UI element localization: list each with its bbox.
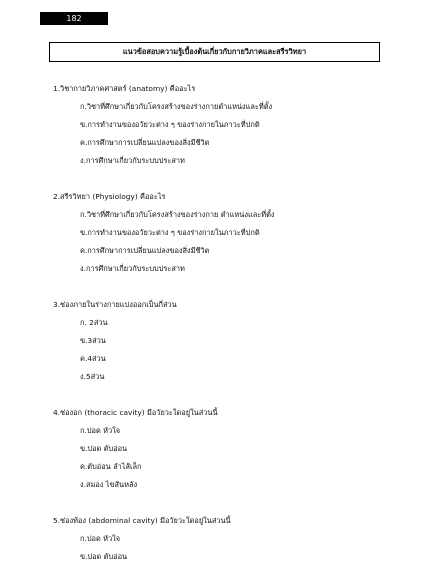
question-5-option-b: ข.ปอด ตับอ่อน — [80, 552, 128, 561]
question-1: 1.วิชากายวิภาคศาสตร์ (anatomy) คืออะไร — [53, 84, 196, 93]
question-3-option-c: ค.4ส่วน — [80, 354, 106, 363]
question-4: 4.ช่องอก (thoracic cavity) มีอวัยวะใดอยู่ในส่วนนี้ — [53, 408, 218, 417]
question-1-option-d: ง.การศึกษาเกี่ยวกับระบบประสาท — [80, 156, 185, 165]
document-title: แนวข้อสอบความรู้เบื้องต้นเกี่ยวกับกายวิภาคและสรีรวิทยา — [49, 42, 380, 62]
question-5: 5.ช่องท้อง (abdominal cavity) มีอวัยวะใดอยู่ในส่วนนี้ — [53, 516, 231, 525]
question-2-option-d: ง.การศึกษาเกี่ยวกับระบบประสาท — [80, 264, 185, 273]
question-4-option-b: ข.ปอด ตับอ่อน — [80, 444, 128, 453]
question-4-option-a: ก.ปอด หัวใจ — [80, 426, 121, 435]
question-1-option-b: ข.การทำงานของอวัยวะต่าง ๆ ของร่างกายในภาวะที่ปกติ — [80, 120, 260, 129]
question-3-option-a: ก. 2ส่วน — [80, 318, 108, 327]
question-3-option-d: ง.5ส่วน — [80, 372, 105, 381]
question-3-option-b: ข.3ส่วน — [80, 336, 106, 345]
question-5-option-a: ก.ปอด หัวใจ — [80, 534, 121, 543]
question-2-option-a: ก.วิชาที่ศึกษาเกี่ยวกับโครงสร้างของร่างกาย ตำแหน่งและที่ตั้ง — [80, 210, 275, 219]
question-1-option-c: ค.การศึกษาการเปลี่ยนแปลงของสิ่งมีชีวิต — [80, 138, 210, 147]
question-4-option-d: ง.สมอง ไขสันหลัง — [80, 480, 138, 489]
question-4-option-c: ค.ตับอ่อน ลำไส้เล็ก — [80, 462, 142, 471]
question-3: 3.ช่องภายในร่างกายแบ่งออกเป็นกี่ส่วน — [53, 300, 177, 309]
page-number: 182 — [40, 12, 108, 25]
question-2: 2.สรีรวิทยา (Physiology) คืออะไร — [53, 192, 166, 201]
question-2-option-c: ค.การศึกษาการเปลี่ยนแปลงของสิ่งมีชีวิต — [80, 246, 210, 255]
question-2-option-b: ข.การทำงานของอวัยวะต่าง ๆ ของร่างกายในภาวะที่ปกติ — [80, 228, 260, 237]
question-1-option-a: ก.วิชาที่ศึกษาเกี่ยวกับโครงสร้างของร่างกายตำแหน่งและที่ตั้ง — [80, 102, 273, 111]
